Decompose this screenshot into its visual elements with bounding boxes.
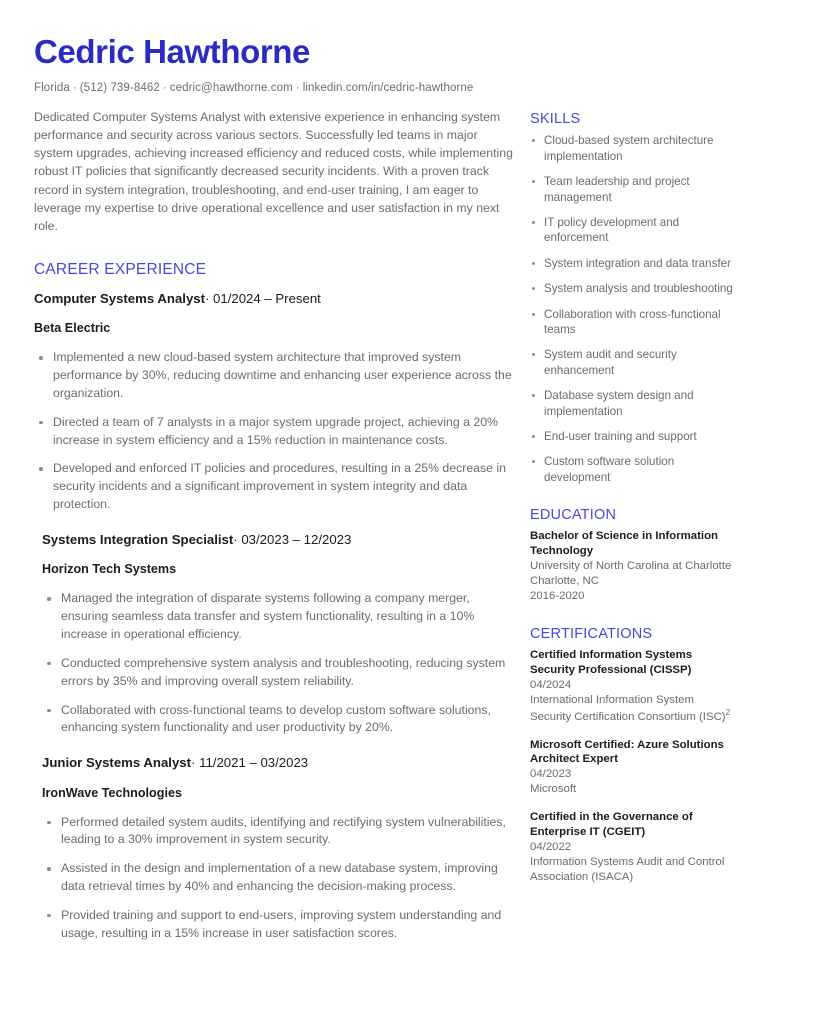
certification-issuer: Information Systems Audit and Control Association (ISACA)	[530, 856, 725, 884]
contact-item: cedric@hawthorne.com	[169, 82, 293, 95]
job-bullet: Conducted comprehensive system analysis and troubleshooting, reducing system errors by 35% and improving overall system reliability.	[42, 655, 516, 691]
section-heading-certifications: CERTIFICATIONS	[530, 626, 653, 642]
contact-separator: ·	[295, 82, 300, 95]
experience-entry	[34, 291, 516, 514]
experience-entry	[34, 532, 516, 737]
contact-separator: ·	[72, 82, 77, 95]
skill-item: Custom software solution development	[530, 454, 735, 485]
job-dates: · 01/2024 – Present	[205, 290, 321, 306]
skill-item: Cloud-based system architecture implementation	[530, 133, 735, 164]
skill-item: End-user training and support	[530, 429, 735, 444]
certification-name: Certified Information Systems Security Professional (CISSP)	[530, 649, 693, 676]
skill-item: System integration and data transfer	[530, 256, 735, 271]
skill-item: System audit and security enhancement	[530, 347, 735, 378]
sidebar-column	[530, 108, 735, 885]
certification-name: Certified in the Governance of Enterprise IT (CGEIT)	[530, 811, 693, 839]
job-title: Computer Systems Analyst	[34, 290, 205, 306]
certification-date: 04/2024	[530, 678, 572, 691]
job-bullet: Collaborated with cross-functional teams to develop custom software solutions, enhancing system functionality and user productivity by 20%.	[42, 702, 516, 738]
education-location: Charlotte, NC	[530, 574, 600, 587]
job-company: Beta Electric	[34, 321, 111, 336]
job-title-line	[34, 291, 516, 308]
job-bullet: Performed detailed system audits, identifying and rectifying system vulnerabilities, leading to a 30% improvement in system security.	[42, 814, 516, 850]
skill-item: Team leadership and project management	[530, 174, 735, 205]
contact-separator: ·	[162, 82, 167, 95]
job-bullet: Directed a team of 7 analysts in a major system upgrade project, achieving a 20% increase in system efficiency and a 15% reduction in maintenance costs.	[34, 414, 516, 450]
certifications-list	[530, 648, 735, 885]
education-list	[530, 529, 735, 604]
education-years: 2016-2020	[530, 589, 585, 602]
job-bullet-list	[34, 349, 516, 514]
section-heading-skills: SKILLS	[530, 111, 581, 128]
job-title-line	[42, 755, 516, 772]
candidate-name: Cedric Hawthorne	[34, 33, 310, 70]
skill-item: Database system design and implementation	[530, 388, 735, 419]
main-column	[34, 108, 530, 953]
job-bullet: Managed the integration of disparate systems following a company merger, ensuring seamless data transfer and system functionality, resulting in a 10% increase in operational efficiency.	[42, 590, 516, 643]
job-bullet-list	[42, 590, 516, 737]
skill-item: Collaboration with cross-functional teams	[530, 307, 735, 338]
job-company: Horizon Tech Systems	[42, 562, 177, 577]
certification-name: Microsoft Certified: Azure Solutions Architect Expert	[530, 738, 724, 766]
certification-entry	[530, 810, 735, 885]
contact-item: linkedin.com/in/cedric-hawthorne	[302, 82, 474, 95]
certification-date: 04/2023	[530, 768, 572, 781]
section-heading-education: EDUCATION	[530, 507, 617, 524]
job-bullet-list	[42, 814, 516, 943]
education-degree: Bachelor of Science in Information Technology	[530, 530, 718, 558]
job-title: Systems Integration Specialist	[42, 531, 234, 547]
certification-issuer: International Information System Security Certification Consortium (ISC)$^2$	[530, 693, 731, 723]
experience-entry	[34, 755, 516, 942]
education-school: University of North Carolina at Charlotte	[530, 559, 732, 572]
job-title: Junior Systems Analyst	[42, 755, 192, 771]
contact-item: Florida	[34, 82, 70, 95]
certification-entry	[530, 738, 735, 798]
education-entry	[530, 529, 735, 604]
skill-item: IT policy development and enforcement	[530, 215, 735, 246]
certification-entry	[530, 648, 735, 725]
resume-columns	[34, 108, 795, 953]
certification-date: 04/2022	[530, 841, 572, 853]
skills-list	[530, 133, 735, 485]
section-heading-experience: CAREER EXPERIENCE	[34, 260, 207, 278]
job-company: IronWave Technologies	[42, 785, 182, 800]
job-dates: · 11/2021 – 03/2023	[191, 755, 309, 771]
job-bullet: Provided training and support to end-users, improving system understanding and usage, resulting in a 15% increase in user satisfaction scores.	[42, 907, 516, 943]
contact-line	[34, 82, 795, 94]
job-dates: · 03/2023 – 12/2023	[233, 531, 352, 547]
contact-item: (512) 739-8462	[79, 82, 160, 95]
professional-summary: Dedicated Computer Systems Analyst with extensive experience in enhancing system performance and security across various sectors. Successfully led teams in major system upgrades, achieving increased efficiency and reduced costs, while implementing robust IT policies that significantly decreased security incidents. With a proven track record in system integration, troubleshooting, and end-user training, I am eager to leverage my expertise to drive operational excellence and user satisfaction in my next role.	[34, 110, 513, 233]
job-title-line	[42, 532, 516, 549]
skill-item: System analysis and troubleshooting	[530, 281, 735, 296]
job-bullet: Developed and enforced IT policies and procedures, resulting in a 25% decrease in security incidents and a significant improvement in system integrity and data protection.	[34, 460, 516, 513]
job-bullet: Implemented a new cloud-based system architecture that improved system performance by 30%, reducing downtime and enhancing user experience across the organization.	[34, 349, 516, 402]
superscript: 2	[725, 707, 731, 717]
job-bullet: Assisted in the design and implementation of a new database system, improving data retrieval times by 40% and enhancing the decision-making process.	[42, 860, 516, 896]
experience-list	[34, 291, 516, 943]
certification-issuer: Microsoft	[530, 783, 577, 796]
